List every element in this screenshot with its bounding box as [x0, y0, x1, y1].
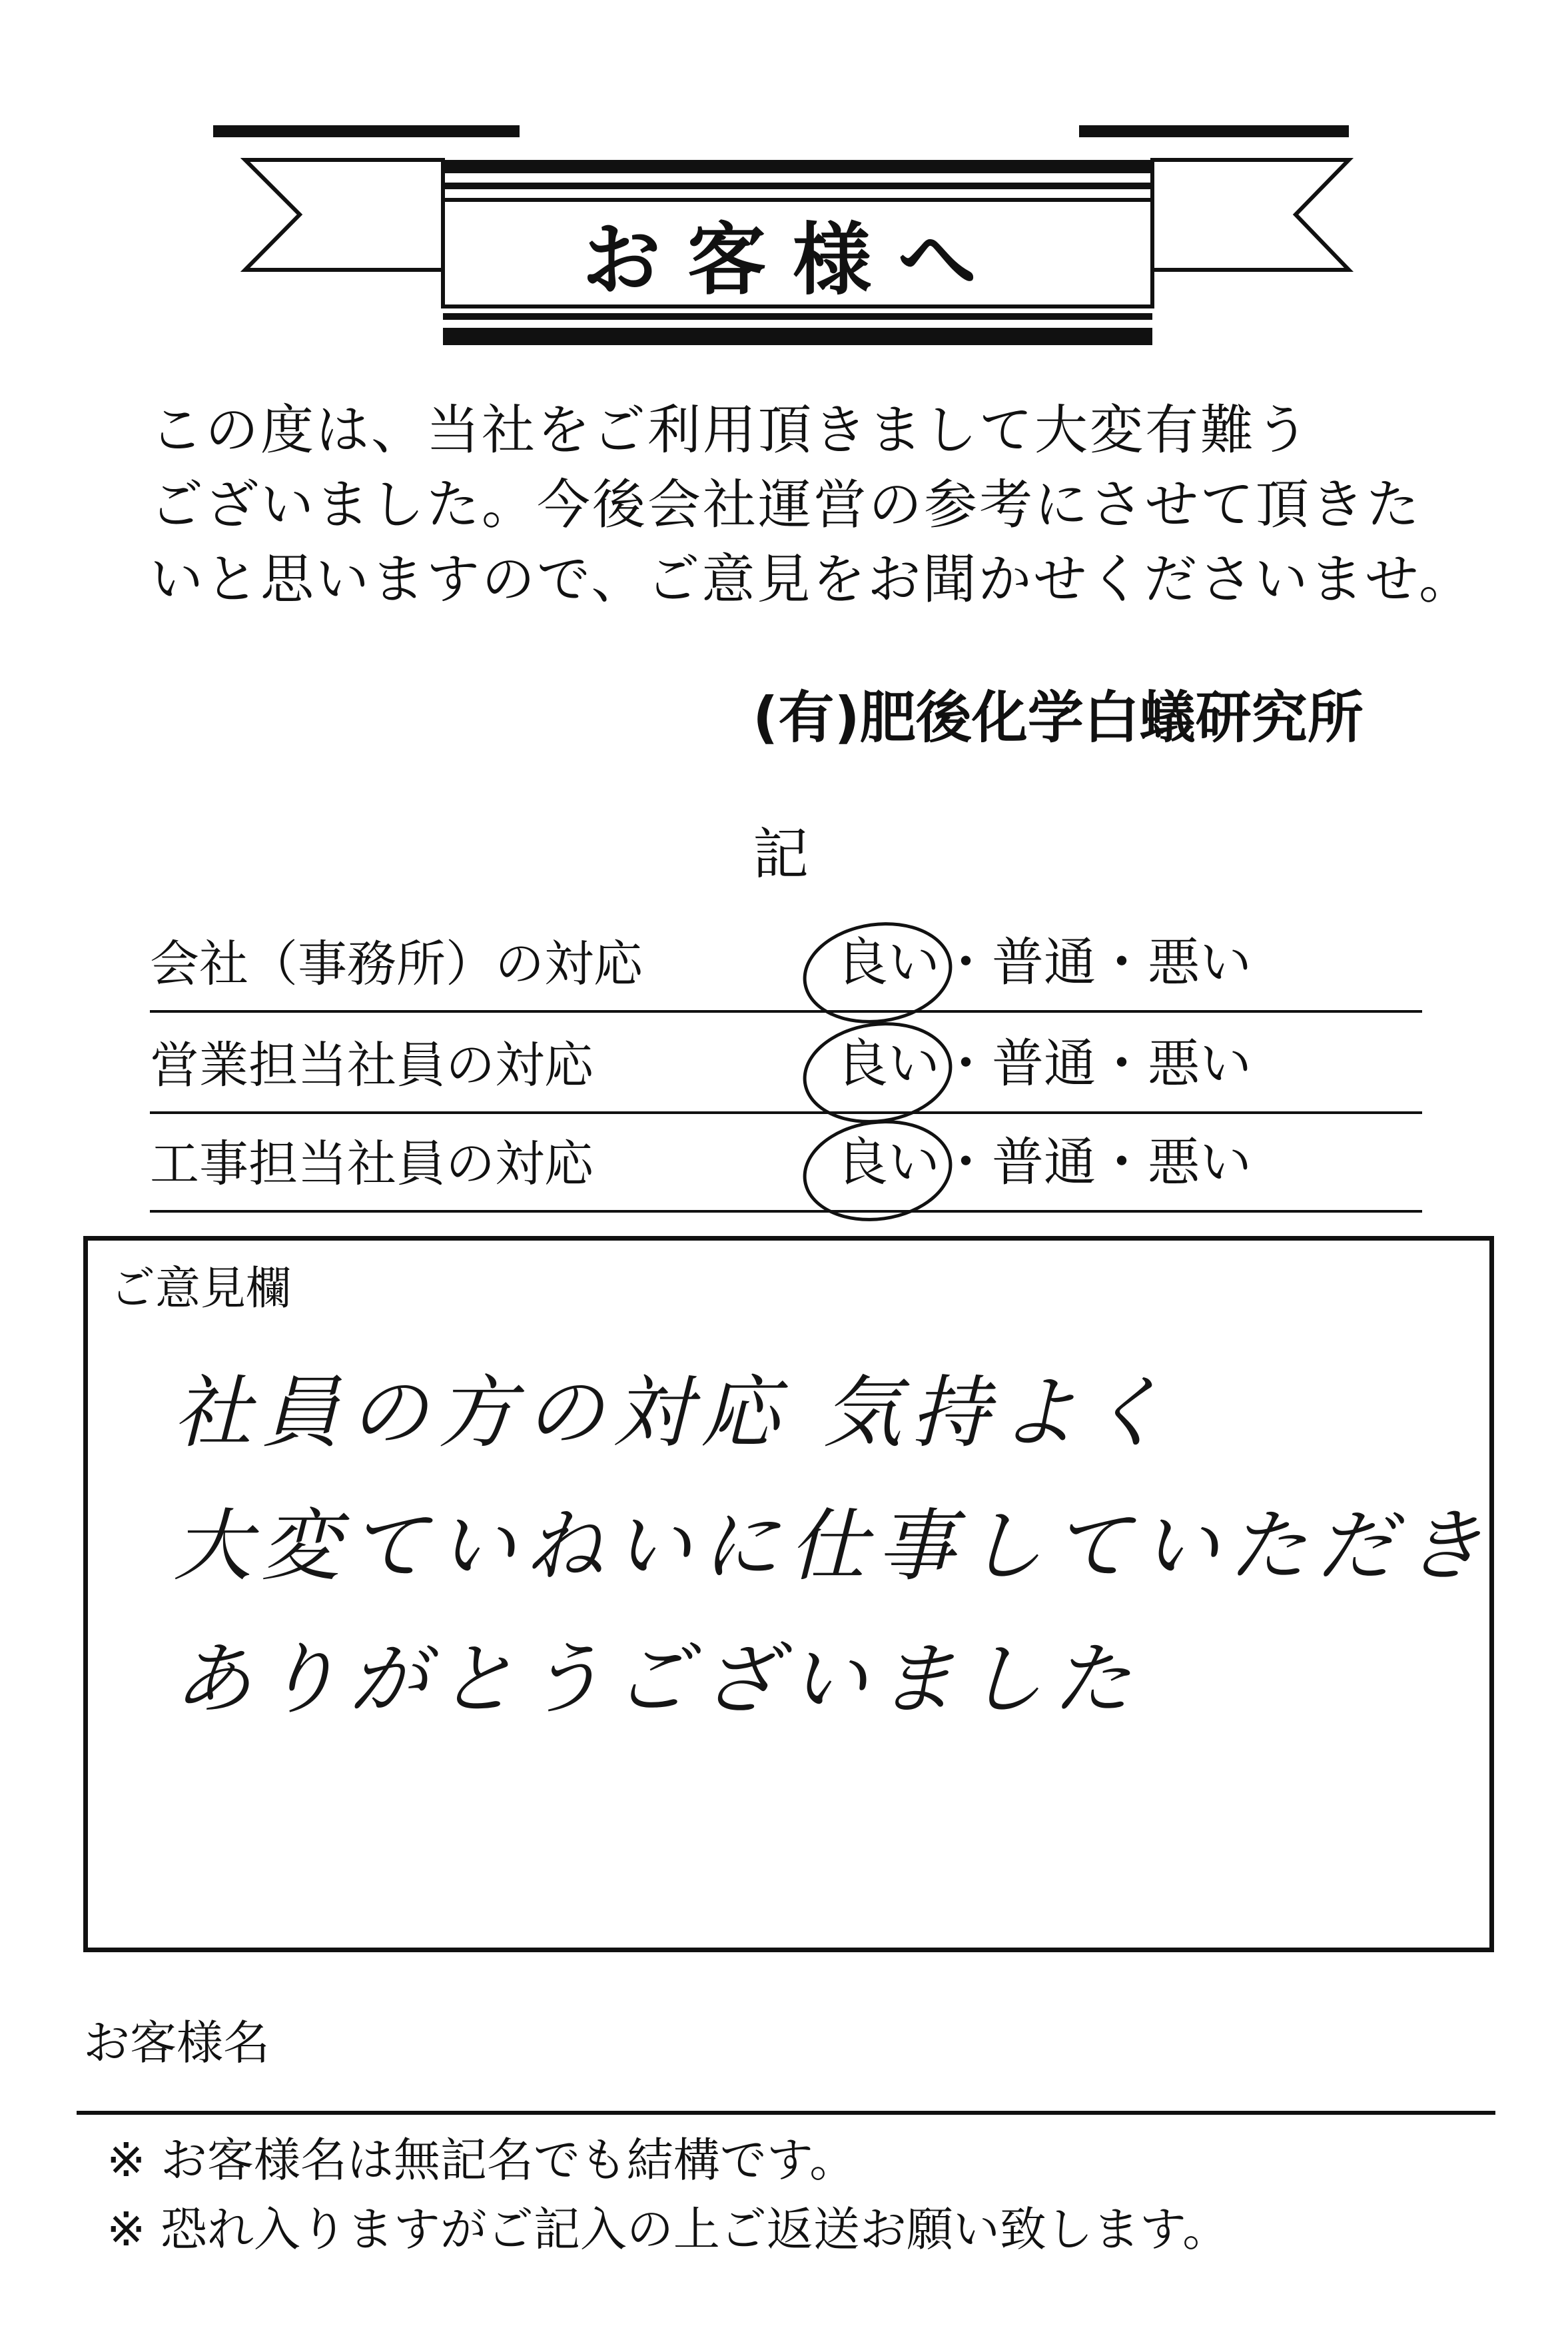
evaluation-label: 会社（事務所）の対応 [150, 935, 643, 993]
evaluation-row-office [150, 911, 1422, 1013]
evaluation-row-construction [150, 1111, 1422, 1213]
handwritten-line: 大変ていねいに仕事していただき [173, 1500, 1493, 1592]
option-bad[interactable]: 悪い [1148, 1034, 1252, 1094]
option-good[interactable]: 良い [836, 1034, 941, 1094]
handwritten-line: 社員の方の対応 気持よく [173, 1367, 1175, 1458]
customer-name-line[interactable] [77, 2111, 1495, 2115]
option-normal[interactable]: 普通 [992, 933, 1096, 993]
option-bad[interactable]: 悪い [1148, 1133, 1252, 1193]
intro-line: ございました。今後会社運営の参考にさせて頂きた [150, 474, 1421, 536]
handwritten-comment [173, 1346, 1492, 1746]
intro-line: この度は、当社をご利用頂きまして大変有難う [150, 399, 1311, 461]
option-good[interactable]: 良い [836, 1133, 941, 1193]
evaluation-label: 工事担当社員の対応 [150, 1135, 593, 1193]
section-mark: 記 [753, 822, 809, 887]
option-normal[interactable]: 普通 [992, 1133, 1096, 1193]
option-normal[interactable]: 普通 [992, 1034, 1096, 1094]
page-title: お客様へ [582, 213, 1003, 306]
intro-paragraph [150, 393, 1474, 617]
footnote: ※ お客様名は無記名でも結構です。 [107, 2133, 857, 2187]
title-banner [0, 0, 1568, 373]
footnote: ※ 恐れ入りますがご記入の上ご返送お願い致します。 [107, 2202, 1230, 2257]
option-bad[interactable]: 悪い [1148, 933, 1252, 993]
evaluation-row-sales [150, 1013, 1422, 1114]
handwritten-line: ありがとうございました [173, 1633, 1141, 1725]
intro-line: いと思いますので、ご意見をお聞かせくださいませ。 [150, 548, 1474, 610]
option-good[interactable]: 良い [836, 933, 941, 993]
option-separator: ・ [1096, 1034, 1148, 1094]
option-separator: ・ [1096, 1133, 1148, 1193]
company-name: (有)肥後化学白蟻研究所 [753, 685, 1364, 750]
customer-name-label: お客様名 [83, 2016, 270, 2070]
evaluation-label: 営業担当社員の対応 [150, 1037, 593, 1094]
option-separator: ・ [940, 1034, 992, 1094]
footnotes [107, 2125, 1229, 2264]
option-separator: ・ [940, 1133, 992, 1193]
option-separator: ・ [940, 933, 992, 993]
opinion-label: ご意見欄 [110, 1263, 292, 1315]
option-separator: ・ [1096, 933, 1148, 993]
